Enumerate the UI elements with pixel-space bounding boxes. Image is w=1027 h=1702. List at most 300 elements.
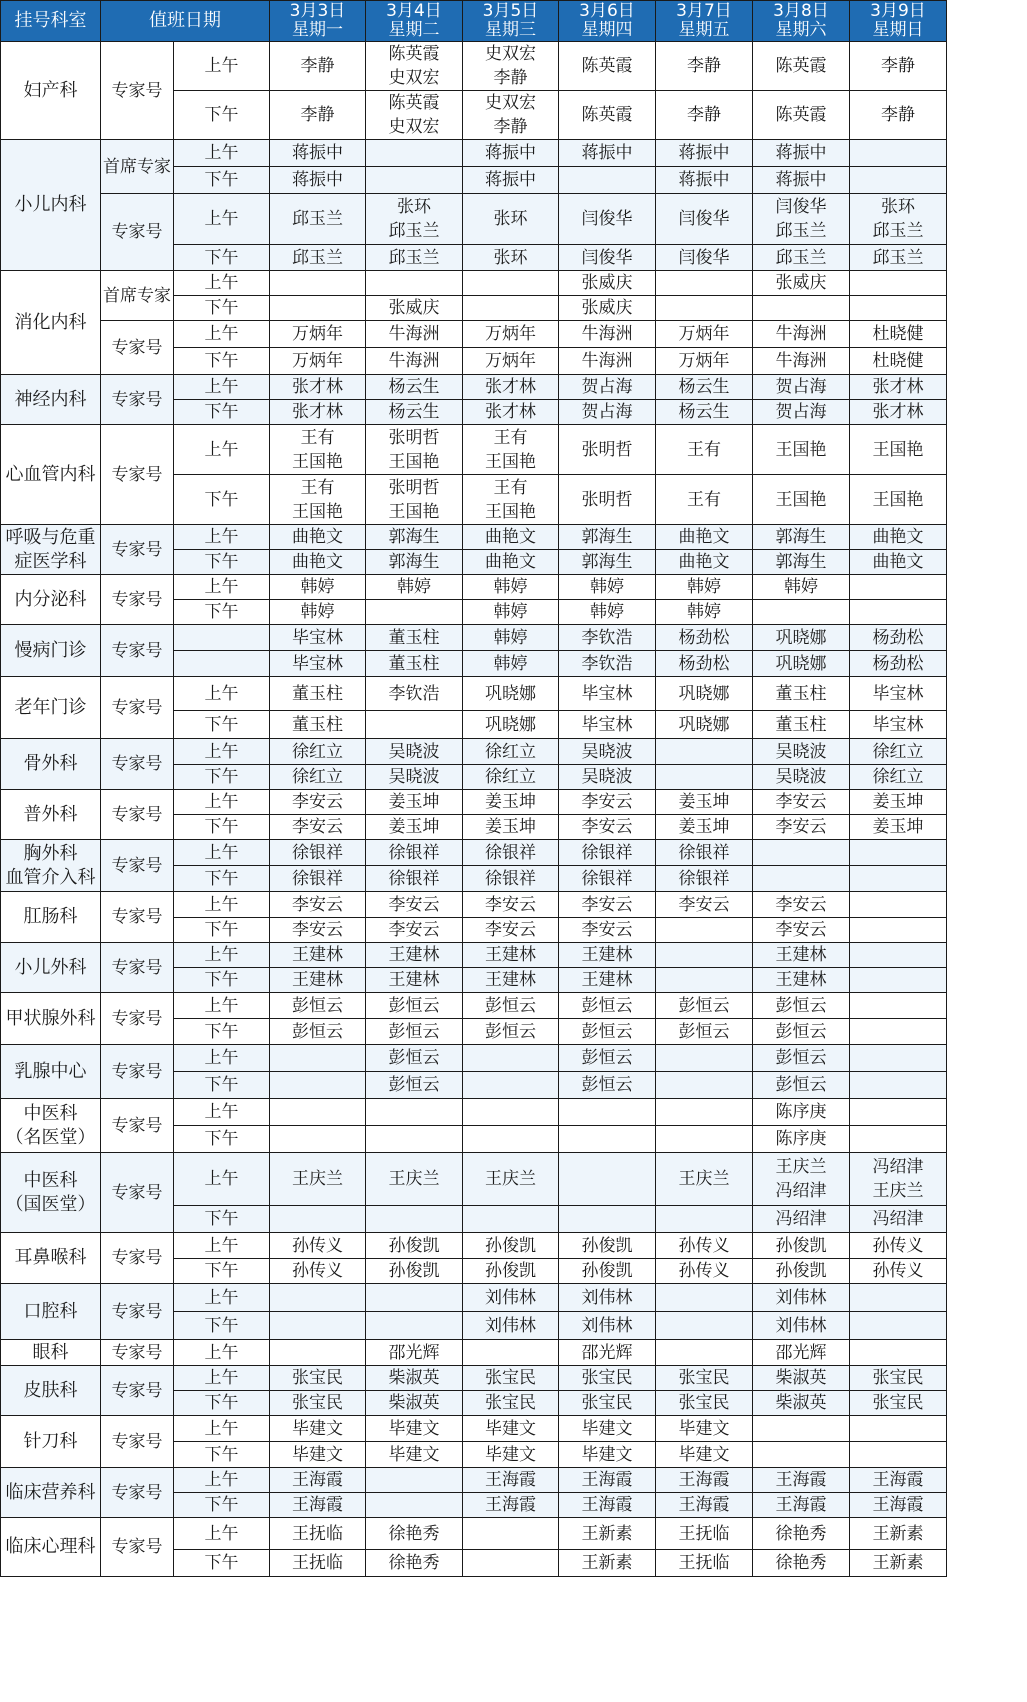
department-name: 内分泌科 <box>1 575 101 625</box>
registration-type: 专家号 <box>101 790 174 840</box>
doctor-cell: 徐银祥 <box>656 866 753 892</box>
doctor-cell: 徐红立 <box>850 765 947 790</box>
doctor-cell <box>850 866 947 892</box>
doctor-cell: 李静 <box>270 91 366 140</box>
department-name: 肛肠科 <box>1 892 101 943</box>
doctor-cell: 李静 <box>850 91 947 140</box>
doctor-cell: 毕宝林 <box>850 677 947 711</box>
doctor-cell: 吴晓波 <box>753 765 850 790</box>
doctor-cell: 徐银祥 <box>559 840 656 866</box>
period-cell: 下午 <box>174 550 270 575</box>
department-name: 中医科 （名医堂） <box>1 1099 101 1153</box>
doctor-cell: 毕建文 <box>559 1416 656 1442</box>
doctor-cell: 万炳年 <box>656 321 753 348</box>
doctor-cell: 杨云生 <box>656 400 753 425</box>
registration-type: 专家号 <box>101 677 174 739</box>
doctor-cell <box>463 1206 559 1233</box>
doctor-cell: 李安云 <box>366 892 463 918</box>
doctor-cell: 曲艳文 <box>463 550 559 575</box>
period-cell: 下午 <box>174 1391 270 1416</box>
period-cell: 上午 <box>174 525 270 550</box>
doctor-cell: 张才林 <box>270 375 366 400</box>
doctor-cell: 曲艳文 <box>270 550 366 575</box>
doctor-cell <box>559 1126 656 1153</box>
doctor-cell: 彭恒云 <box>366 993 463 1019</box>
doctor-cell: 毕建文 <box>463 1416 559 1442</box>
doctor-cell: 孙传义 <box>270 1233 366 1259</box>
doctor-cell: 张宝民 <box>559 1391 656 1416</box>
department-name: 临床心理科 <box>1 1518 101 1577</box>
doctor-cell: 王有 <box>656 475 753 525</box>
doctor-cell: 牛海洲 <box>559 321 656 348</box>
day-column-header <box>463 1 559 42</box>
period-cell: 下午 <box>174 815 270 840</box>
doctor-cell: 李安云 <box>270 892 366 918</box>
doctor-cell: 陈英霞 <box>559 42 656 91</box>
doctor-cell: 徐银祥 <box>270 866 366 892</box>
doctor-cell: 毕宝林 <box>559 677 656 711</box>
doctor-cell: 王海霞 <box>463 1493 559 1518</box>
doctor-cell: 彭恒云 <box>559 993 656 1019</box>
doctor-cell: 张明哲 <box>559 475 656 525</box>
doctor-cell: 史双宏 李静 <box>463 91 559 140</box>
table-row <box>1 1153 947 1206</box>
doctor-cell: 闫俊华 <box>559 245 656 271</box>
registration-type: 专家号 <box>101 625 174 677</box>
doctor-cell: 彭恒云 <box>366 1045 463 1072</box>
doctor-cell: 吴晓波 <box>559 739 656 765</box>
doctor-cell: 孙传义 <box>270 1259 366 1284</box>
department-name: 妇产科 <box>1 42 101 140</box>
doctor-cell: 毕建文 <box>270 1416 366 1442</box>
doctor-cell: 李静 <box>656 42 753 91</box>
doctor-cell: 李钦浩 <box>366 677 463 711</box>
doctor-cell <box>656 918 753 943</box>
registration-type: 专家号 <box>101 840 174 892</box>
day-weekday: 星期三 <box>485 20 536 40</box>
doctor-cell <box>850 918 947 943</box>
doctor-cell: 王建林 <box>559 968 656 993</box>
doctor-cell: 牛海洲 <box>366 348 463 375</box>
doctor-cell: 毕建文 <box>656 1442 753 1468</box>
registration-type: 专家号 <box>101 375 174 425</box>
period-cell: 下午 <box>174 1312 270 1340</box>
doctor-cell <box>850 140 947 167</box>
doctor-cell: 王抚临 <box>656 1550 753 1577</box>
period-cell: 上午 <box>174 943 270 968</box>
doctor-cell: 万炳年 <box>463 348 559 375</box>
doctor-cell: 韩婷 <box>463 651 559 677</box>
table-row <box>1 892 947 918</box>
department-name: 皮肤科 <box>1 1366 101 1416</box>
doctor-cell: 徐银祥 <box>559 866 656 892</box>
doctor-cell: 王庆兰 <box>270 1153 366 1206</box>
department-name: 耳鼻喉科 <box>1 1233 101 1284</box>
period-cell: 下午 <box>174 296 270 321</box>
doctor-cell: 张宝民 <box>656 1366 753 1391</box>
doctor-cell: 孙传义 <box>850 1233 947 1259</box>
doctor-cell <box>850 1072 947 1099</box>
table-row <box>1 943 947 968</box>
period-cell: 下午 <box>174 167 270 194</box>
doctor-cell: 徐银祥 <box>463 840 559 866</box>
period-cell: 上午 <box>174 1099 270 1126</box>
period-cell: 下午 <box>174 765 270 790</box>
doctor-cell: 邵光辉 <box>559 1340 656 1366</box>
registration-type: 专家号 <box>101 1416 174 1468</box>
doctor-cell: 万炳年 <box>656 348 753 375</box>
registration-type: 首席专家 <box>101 140 174 194</box>
doctor-cell: 冯绍津 <box>753 1206 850 1233</box>
doctor-cell: 李静 <box>270 42 366 91</box>
doctor-cell: 吴晓波 <box>753 739 850 765</box>
doctor-cell: 王庆兰 <box>366 1153 463 1206</box>
doctor-cell: 王海霞 <box>850 1468 947 1493</box>
doctor-cell: 杨云生 <box>366 375 463 400</box>
doctor-cell: 蒋振中 <box>270 167 366 194</box>
doctor-cell <box>656 296 753 321</box>
doctor-cell: 邵光辉 <box>366 1340 463 1366</box>
doctor-cell: 张才林 <box>850 375 947 400</box>
doctor-cell: 王海霞 <box>850 1493 947 1518</box>
doctor-cell: 郭海生 <box>366 525 463 550</box>
period-cell: 上午 <box>174 1366 270 1391</box>
doctor-cell: 张宝民 <box>656 1391 753 1416</box>
doctor-cell: 闫俊华 邱玉兰 <box>753 194 850 245</box>
registration-type: 专家号 <box>101 943 174 993</box>
department-name: 小儿内科 <box>1 140 101 271</box>
table-header <box>1 1 947 42</box>
doctor-cell: 徐红立 <box>463 765 559 790</box>
period-cell: 上午 <box>174 271 270 296</box>
doctor-cell: 韩婷 <box>656 600 753 625</box>
doctor-cell <box>270 1072 366 1099</box>
doctor-cell <box>850 968 947 993</box>
day-weekday: 星期日 <box>872 20 924 40</box>
department-name: 小儿外科 <box>1 943 101 993</box>
doctor-cell: 毕宝林 <box>559 711 656 739</box>
doctor-cell: 巩晓娜 <box>753 625 850 651</box>
doctor-cell: 万炳年 <box>463 321 559 348</box>
department-name: 胸外科 血管介入科 <box>1 840 101 892</box>
period-cell: 下午 <box>174 1550 270 1577</box>
doctor-cell: 王国艳 <box>753 475 850 525</box>
doctor-cell: 邱玉兰 <box>366 245 463 271</box>
department-name: 神经内科 <box>1 375 101 425</box>
doctor-cell: 王有 <box>656 425 753 475</box>
doctor-cell <box>656 1099 753 1126</box>
doctor-cell: 万炳年 <box>270 321 366 348</box>
doctor-cell <box>559 1099 656 1126</box>
doctor-cell <box>366 1206 463 1233</box>
doctor-cell: 孙俊凯 <box>463 1233 559 1259</box>
doctor-cell: 徐红立 <box>270 765 366 790</box>
doctor-cell: 韩婷 <box>559 600 656 625</box>
period-cell: 上午 <box>174 892 270 918</box>
day-column-header <box>270 1 366 42</box>
doctor-cell <box>850 1340 947 1366</box>
doctor-cell: 王海霞 <box>656 1493 753 1518</box>
doctor-cell: 李钦浩 <box>559 625 656 651</box>
table-row <box>1 425 947 475</box>
department-name: 呼吸与危重 症医学科 <box>1 525 101 575</box>
department-name: 心血管内科 <box>1 425 101 525</box>
doctor-cell: 王抚临 <box>270 1550 366 1577</box>
doctor-cell: 李安云 <box>463 892 559 918</box>
doctor-cell <box>270 1206 366 1233</box>
doctor-cell: 李安云 <box>270 918 366 943</box>
table-row <box>1 1366 947 1391</box>
doctor-cell: 邱玉兰 <box>753 245 850 271</box>
doctor-cell: 王新素 <box>850 1550 947 1577</box>
doctor-cell: 陈英霞 <box>753 91 850 140</box>
doctor-cell: 张威庆 <box>753 271 850 296</box>
doctor-cell <box>850 296 947 321</box>
day-weekday: 星期二 <box>388 20 440 40</box>
doctor-cell: 史双宏 李静 <box>463 42 559 91</box>
period-cell: 上午 <box>174 790 270 815</box>
doctor-cell: 姜玉坤 <box>656 815 753 840</box>
doctor-cell <box>656 271 753 296</box>
registration-type: 首席专家 <box>101 271 174 321</box>
department-column-header: 挂号科室 <box>1 1 101 42</box>
period-cell: 下午 <box>174 1126 270 1153</box>
doctor-cell: 刘伟林 <box>753 1312 850 1340</box>
doctor-cell: 冯绍津 <box>850 1206 947 1233</box>
doctor-cell: 刘伟林 <box>559 1284 656 1312</box>
doctor-cell <box>656 943 753 968</box>
doctor-cell: 王抚临 <box>270 1518 366 1550</box>
table-row <box>1 1284 947 1312</box>
doctor-cell: 彭恒云 <box>559 1045 656 1072</box>
doctor-cell <box>850 1045 947 1072</box>
doctor-cell <box>366 600 463 625</box>
doctor-cell <box>366 1468 463 1493</box>
doctor-cell: 张宝民 <box>559 1366 656 1391</box>
period-cell: 上午 <box>174 1233 270 1259</box>
doctor-cell <box>656 1312 753 1340</box>
doctor-cell: 彭恒云 <box>656 1019 753 1045</box>
doctor-cell: 张宝民 <box>463 1366 559 1391</box>
doctor-cell: 王建林 <box>463 943 559 968</box>
doctor-cell: 徐银祥 <box>463 866 559 892</box>
period-cell: 下午 <box>174 245 270 271</box>
doctor-cell <box>559 1206 656 1233</box>
doctor-cell: 吴晓波 <box>366 739 463 765</box>
doctor-cell: 贺占海 <box>753 400 850 425</box>
doctor-cell: 李钦浩 <box>559 651 656 677</box>
doctor-cell: 彭恒云 <box>463 1019 559 1045</box>
doctor-cell: 王海霞 <box>559 1493 656 1518</box>
doctor-cell: 王建林 <box>270 943 366 968</box>
doctor-cell: 闫俊华 <box>656 194 753 245</box>
doctor-cell: 张才林 <box>270 400 366 425</box>
doctor-cell: 曲艳文 <box>270 525 366 550</box>
table-row <box>1 42 947 91</box>
doctor-cell: 姜玉坤 <box>463 815 559 840</box>
doctor-cell <box>850 167 947 194</box>
doctor-cell: 王国艳 <box>753 425 850 475</box>
doctor-cell: 李安云 <box>559 918 656 943</box>
doctor-cell <box>559 167 656 194</box>
doctor-cell <box>753 1442 850 1468</box>
period-cell: 上午 <box>174 1416 270 1442</box>
doctor-cell: 巩晓娜 <box>753 651 850 677</box>
period-cell: 上午 <box>174 1045 270 1072</box>
doctor-cell: 彭恒云 <box>559 1019 656 1045</box>
doctor-cell <box>366 140 463 167</box>
doctor-cell: 闫俊华 <box>559 194 656 245</box>
doctor-cell <box>656 1072 753 1099</box>
day-date: 3月5日 <box>482 1 539 21</box>
doctor-cell <box>463 1518 559 1550</box>
doctor-cell: 张才林 <box>850 400 947 425</box>
doctor-cell: 王建林 <box>753 968 850 993</box>
doctor-cell: 姜玉坤 <box>366 790 463 815</box>
doctor-cell: 巩晓娜 <box>656 677 753 711</box>
doctor-cell: 王建林 <box>753 943 850 968</box>
doctor-cell: 李安云 <box>366 918 463 943</box>
doctor-cell: 彭恒云 <box>463 993 559 1019</box>
doctor-cell <box>270 1284 366 1312</box>
registration-type: 专家号 <box>101 1233 174 1284</box>
doctor-cell <box>366 711 463 739</box>
doctor-cell: 徐艳秀 <box>753 1550 850 1577</box>
doctor-cell: 董玉柱 <box>366 651 463 677</box>
doctor-cell: 韩婷 <box>463 600 559 625</box>
table-row <box>1 1468 947 1493</box>
table-row <box>1 1518 947 1550</box>
doctor-cell: 张宝民 <box>270 1391 366 1416</box>
doctor-cell: 杜晓健 <box>850 321 947 348</box>
doctor-cell: 韩婷 <box>753 575 850 600</box>
doctor-cell: 王抚临 <box>656 1518 753 1550</box>
doctor-cell: 牛海洲 <box>559 348 656 375</box>
doctor-cell: 韩婷 <box>270 575 366 600</box>
doctor-cell <box>850 1284 947 1312</box>
doctor-cell <box>270 1340 366 1366</box>
registration-type: 专家号 <box>101 42 174 140</box>
registration-type: 专家号 <box>101 194 174 271</box>
department-name: 甲状腺外科 <box>1 993 101 1045</box>
doctor-cell <box>656 1284 753 1312</box>
doctor-cell: 孙俊凯 <box>559 1259 656 1284</box>
doctor-cell: 王有 王国艳 <box>463 425 559 475</box>
doctor-cell: 曲艳文 <box>850 525 947 550</box>
registration-type: 专家号 <box>101 1045 174 1099</box>
doctor-cell: 董玉柱 <box>270 677 366 711</box>
doctor-cell <box>366 1284 463 1312</box>
doctor-cell: 韩婷 <box>463 625 559 651</box>
day-column-header <box>753 1 850 42</box>
department-name: 针刀科 <box>1 1416 101 1468</box>
department-name: 老年门诊 <box>1 677 101 739</box>
doctor-cell <box>656 1045 753 1072</box>
doctor-cell: 王有 王国艳 <box>270 425 366 475</box>
doctor-cell <box>850 892 947 918</box>
doctor-cell: 李安云 <box>753 892 850 918</box>
doctor-cell: 王海霞 <box>656 1468 753 1493</box>
doctor-cell: 彭恒云 <box>366 1072 463 1099</box>
doctor-cell: 王庆兰 <box>656 1153 753 1206</box>
table-row <box>1 1099 947 1126</box>
period-cell: 下午 <box>174 1259 270 1284</box>
period-cell: 下午 <box>174 1072 270 1099</box>
doctor-cell <box>463 1099 559 1126</box>
doctor-cell: 孙俊凯 <box>463 1259 559 1284</box>
doctor-cell: 杨云生 <box>656 375 753 400</box>
period-cell: 下午 <box>174 968 270 993</box>
doctor-cell: 陈序庚 <box>753 1126 850 1153</box>
period-cell: 下午 <box>174 475 270 525</box>
registration-type: 专家号 <box>101 1518 174 1577</box>
doctor-cell: 韩婷 <box>656 575 753 600</box>
doctor-cell: 彭恒云 <box>656 993 753 1019</box>
doctor-cell: 杨劲松 <box>850 625 947 651</box>
doctor-cell: 孙俊凯 <box>753 1259 850 1284</box>
doctor-cell: 孙俊凯 <box>366 1233 463 1259</box>
doctor-cell: 王建林 <box>366 968 463 993</box>
period-cell: 下午 <box>174 91 270 140</box>
doctor-cell: 韩婷 <box>559 575 656 600</box>
doctor-cell: 彭恒云 <box>366 1019 463 1045</box>
day-date: 3月6日 <box>579 1 635 21</box>
doctor-cell: 邵光辉 <box>753 1340 850 1366</box>
table-row <box>1 321 947 348</box>
day-weekday: 星期五 <box>678 20 730 40</box>
doctor-cell <box>463 1045 559 1072</box>
period-cell: 下午 <box>174 1493 270 1518</box>
doctor-cell: 张环 邱玉兰 <box>366 194 463 245</box>
day-date: 3月8日 <box>773 1 829 21</box>
registration-type: 专家号 <box>101 1340 174 1366</box>
department-name: 普外科 <box>1 790 101 840</box>
doctor-cell: 杜晓健 <box>850 348 947 375</box>
table-row <box>1 525 947 550</box>
day-column-header <box>656 1 753 42</box>
doctor-cell: 彭恒云 <box>753 993 850 1019</box>
doctor-cell: 毕建文 <box>559 1442 656 1468</box>
doctor-cell <box>463 1126 559 1153</box>
table-row <box>1 1045 947 1072</box>
doctor-cell: 杨云生 <box>366 400 463 425</box>
doctor-cell: 冯绍津 王庆兰 <box>850 1153 947 1206</box>
schedule-body <box>1 42 947 1577</box>
doctor-cell: 王国艳 <box>850 475 947 525</box>
period-cell: 上午 <box>174 1468 270 1493</box>
doctor-cell <box>463 296 559 321</box>
doctor-cell: 徐红立 <box>850 739 947 765</box>
doctor-cell: 徐红立 <box>463 739 559 765</box>
table-row <box>1 993 947 1019</box>
day-date: 3月4日 <box>386 1 442 21</box>
period-cell: 上午 <box>174 42 270 91</box>
doctor-cell: 王建林 <box>366 943 463 968</box>
day-date: 3月3日 <box>289 1 346 21</box>
doctor-cell: 张环 邱玉兰 <box>850 194 947 245</box>
doctor-cell <box>850 575 947 600</box>
doctor-cell: 王海霞 <box>559 1468 656 1493</box>
doctor-cell: 王建林 <box>463 968 559 993</box>
doctor-cell: 曲艳文 <box>850 550 947 575</box>
doctor-cell <box>559 1153 656 1206</box>
doctor-cell <box>850 943 947 968</box>
doctor-cell: 巩晓娜 <box>656 711 753 739</box>
doctor-cell: 李安云 <box>753 790 850 815</box>
doctor-cell: 李安云 <box>559 892 656 918</box>
doctor-cell <box>366 1126 463 1153</box>
department-name: 骨外科 <box>1 739 101 790</box>
